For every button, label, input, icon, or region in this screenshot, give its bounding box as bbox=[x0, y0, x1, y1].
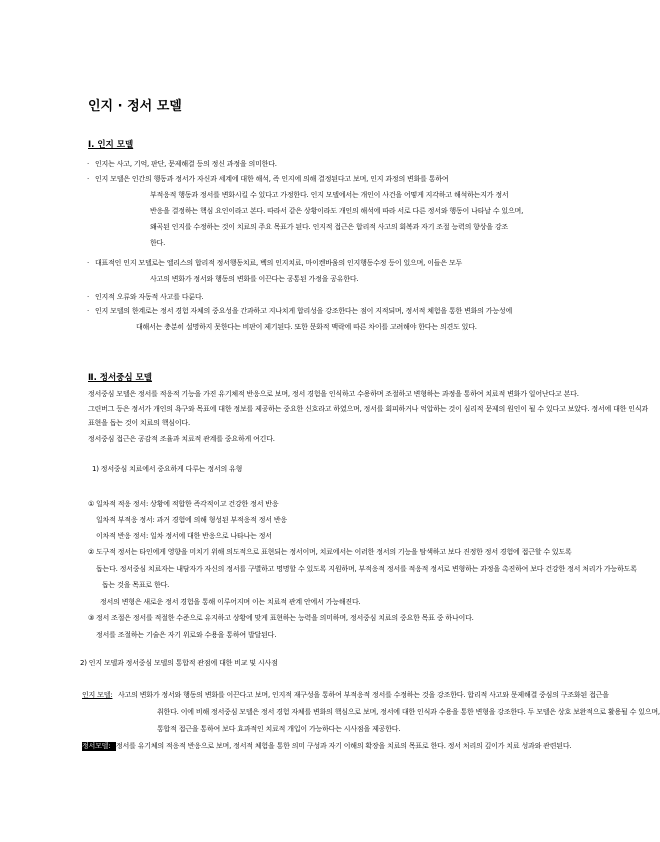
list-item-text: 도구적 정서는 타인에게 영향을 미치기 위해 의도적으로 표현되는 정서이며, 치료에서는 이러한 정서의 기능을 탐색하고 보다 진정한 정서 경험에 접근할 수 있도록 bbox=[96, 548, 572, 556]
list-item-text: 일차적 부적응 정서: 과거 경험에 의해 형성된 부적응적 정서 반응 bbox=[96, 516, 287, 524]
page-title: 인지 · 정서 모델 bbox=[88, 99, 182, 114]
paragraph: 정서중심 모델은 정서를 적응적 기능을 가진 유기체적 반응으로 보며, 정서 경험을 인식하고 수용하며 조절하고 변형하는 과정을 통하여 치료적 변화가 일어난다고 본다. bbox=[88, 390, 579, 398]
subheading: 1) 정서중심 치료에서 중요하게 다루는 정서의 유형 bbox=[92, 465, 243, 473]
list-item-text: 정서 조절은 정서를 적절한 수준으로 유지하고 상황에 맞게 표현하는 능력을 의미하며, 정서중심 치료의 중요한 목표 중 하나이다. bbox=[96, 614, 474, 622]
paragraph: 표현을 돕는 것이 치료의 핵심이다. bbox=[88, 419, 190, 427]
list-item-text: 돕는다. 정서중심 치료자는 내담자가 자신의 정서를 구별하고 명명할 수 있도록 지원하며, 부적응적 정서를 적응적 정서로 변형하는 과정을 촉진하여 보다 건강한 정서 처리가 가능하도록 bbox=[96, 565, 637, 573]
list-item-text: 일차적 적응 정서: 상황에 적합한 즉각적이고 건강한 정서 반응 bbox=[96, 500, 279, 508]
bullet: ③ bbox=[88, 614, 95, 622]
list-item-text: 돕는 것을 목표로 한다. bbox=[102, 581, 170, 589]
paragraph: 그린버그 등은 정서가 개인의 욕구와 목표에 대한 정보를 제공하는 중요한 신호라고 하였으며, 정서를 회피하거나 억압하는 것이 심리적 문제의 원인이 될 수 있다고 보았다. 정서에 대한 인식과 bbox=[88, 405, 648, 413]
section-heading-1: Ⅰ. 인지 모델 bbox=[88, 140, 134, 150]
list-item-text: 왜곡된 인지를 수정하는 것이 치료의 주요 목표가 된다. 인지적 접근은 합리적 사고의 회복과 자기 조절 능력의 향상을 강조 bbox=[150, 223, 508, 231]
list-item-text: 이차적 반응 정서: 일차 정서에 대한 반응으로 나타나는 정서 bbox=[96, 532, 272, 540]
subheading: 2) 인지 모델과 정서중심 모델의 통합적 관점에 대한 비교 및 시사점 bbox=[80, 659, 278, 667]
list-item-text: 한다. bbox=[150, 239, 166, 247]
bullet: · bbox=[87, 293, 90, 301]
term-text: 통합적 접근을 통하여 보다 효과적인 치료적 개입이 가능하다는 시사점을 제공한다. bbox=[157, 725, 401, 733]
term-text: 사고의 변화가 정서와 행동의 변화를 이끈다고 보며, 인지적 재구성을 통하여 부적응적 정서를 수정하는 것을 강조한다. 합리적 사고와 문제해결 중심의 구조화된 접근을 bbox=[118, 691, 609, 699]
bullet: · bbox=[87, 259, 90, 267]
section-heading-2: Ⅱ. 정서중심 모델 bbox=[88, 373, 153, 383]
list-item-text: 대해서는 충분히 설명하지 못한다는 비판이 제기된다. 또한 문화적 맥락에 따른 차이를 고려해야 한다는 의견도 있다. bbox=[136, 323, 477, 331]
list-item-text: 사고의 변화가 정서와 행동의 변화를 이끈다는 공통된 가정을 공유한다. bbox=[150, 275, 359, 283]
list-item-text: 부적응적 행동과 정서를 변화시킬 수 있다고 가정한다. 인지 모델에서는 개인이 사건을 어떻게 지각하고 해석하는지가 정서 bbox=[150, 191, 509, 199]
list-item-text: 인지는 사고, 기억, 판단, 문제해결 등의 정신 과정을 의미한다. bbox=[95, 160, 277, 168]
term-label: 인지 모델: bbox=[82, 691, 113, 699]
list-item-text: 정서를 조절하는 기술은 자기 위로와 수용을 통하여 발달된다. bbox=[96, 631, 277, 639]
bullet: ① bbox=[88, 500, 95, 508]
term-text: 취한다. 이에 비해 정서중심 모델은 정서 경험 자체를 변화의 핵심으로 보며, 정서에 대한 인식과 수용을 통한 변형을 강조한다. 두 모델은 상호 보완적으로 활용될 수 있으며, bbox=[157, 708, 660, 716]
term-text: 정서를 유기체의 적응적 반응으로 보며, 정서적 체험을 통한 의미 구성과 자기 이해의 확장을 치료의 목표로 한다. 정서 처리의 깊이가 치료 성과와 관련된다. bbox=[116, 742, 572, 750]
bullet: · bbox=[87, 307, 90, 315]
list-item-text: 반응을 결정하는 핵심 요인이라고 본다. 따라서 같은 상황이라도 개인의 해석에 따라 서로 다른 정서와 행동이 나타날 수 있으며, bbox=[150, 207, 524, 215]
list-item-text: 인지 모델의 한계로는 정서 경험 자체의 중요성을 간과하고 지나치게 합리성을 강조한다는 점이 지적되며, 정서적 체험을 통한 변화의 가능성에 bbox=[95, 307, 513, 315]
list-item-text: 인지적 오류와 자동적 사고를 다룬다. bbox=[95, 293, 204, 301]
list-item-text: 정서의 변형은 새로운 정서 경험을 통해 이루어지며 이는 치료적 관계 안에서 가능해진다. bbox=[100, 598, 361, 606]
list-item-text: 대표적인 인지 모델로는 엘리스의 합리적 정서행동치료, 벡의 인지치료, 마이켄바움의 인지행동수정 등이 있으며, 이들은 모두 bbox=[95, 259, 463, 267]
bullet: · bbox=[87, 175, 90, 183]
term-label-highlighted: 정서모델: bbox=[82, 742, 116, 751]
list-item-text: 인지 모델은 인간의 행동과 정서가 자신과 세계에 대한 해석, 즉 인지에 의해 결정된다고 보며, 인지 과정의 변화를 통하여 bbox=[95, 175, 449, 183]
paragraph: 정서중심 접근은 공감적 조율과 치료적 관계를 중요하게 여긴다. bbox=[88, 435, 275, 443]
bullet: ② bbox=[88, 548, 95, 556]
bullet: · bbox=[87, 160, 90, 168]
